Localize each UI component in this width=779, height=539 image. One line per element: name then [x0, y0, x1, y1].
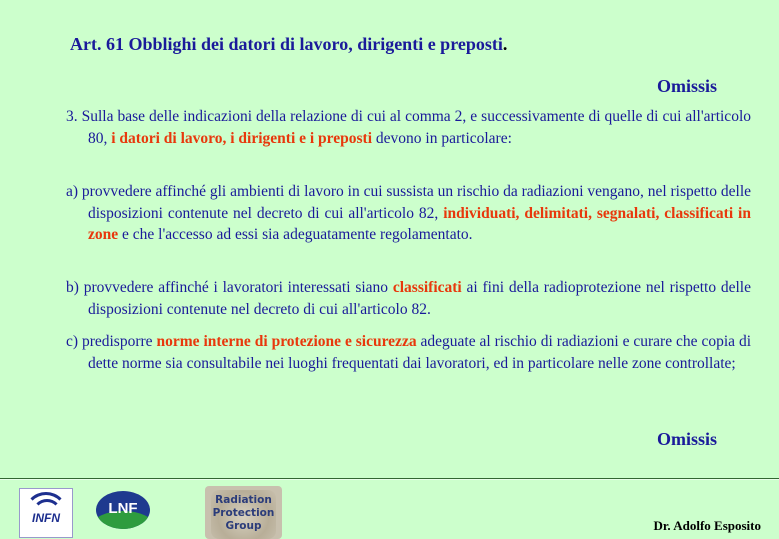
- paragraph-3-text: 3. Sulla base delle indicazioni della relazione di cui al comma 2, e successivamente di quelle di cui all'articolo 80,: [66, 108, 751, 147]
- infn-logo: [19, 488, 73, 538]
- slide-title-period: .: [502, 34, 508, 54]
- paragraph-a-highlight: individuati, delimitati, segnalati, classificati in zone: [88, 204, 751, 243]
- paragraph-b-text: b) provvedere affinché i lavoratori interessati siano: [66, 279, 393, 296]
- paragraph-a-text: a) provvedere affinché gli ambienti di lavoro in cui sussista un rischio da radiazioni vengano, nel rispetto delle disposizioni contenute nel decreto di cui all'articolo 82,: [66, 183, 751, 222]
- paragraph-3: [66, 106, 751, 149]
- paragraph-c-text: c) predisporre: [66, 333, 157, 350]
- author-name: Dr. Adolfo Esposito: [653, 518, 761, 533]
- footer: [0, 480, 779, 539]
- omissis-bottom: Omissis: [656, 429, 717, 449]
- paragraph-b-text-end: ai fini della radioprotezione nel rispetto delle disposizioni contenute nel decreto di cui all'articolo 82.: [88, 279, 751, 318]
- rpg-logo-line-1: Radiation: [215, 494, 272, 506]
- slide-title-text: Art. 61 Obblighi dei datori di lavoro, dirigenti e preposti: [70, 34, 503, 54]
- paragraph-3-text-end: devono in particolare:: [372, 129, 512, 147]
- paragraph-a: [66, 181, 751, 246]
- paragraph-c-text-end: adeguate al rischio di radiazioni e curare che copia di dette norme sia consultabile nei luoghi frequentati dai lavoratori, ed in particolare nelle zone controllate;: [88, 333, 752, 372]
- infn-logo-text: INFN: [32, 511, 60, 525]
- paragraph-b: [66, 277, 751, 320]
- rpg-logo-line-3: Group: [225, 520, 262, 532]
- paragraph-c: [66, 331, 751, 374]
- paragraph-3-highlight: i datori di lavoro, i dirigenti e i preposti: [111, 129, 373, 147]
- rpg-logo-text: [205, 494, 282, 533]
- rpg-logo-line-2: Protection: [212, 507, 275, 519]
- paragraph-b-highlight: classificati: [392, 279, 462, 296]
- radiation-protection-group-logo: [205, 486, 282, 539]
- paragraph-c-highlight: norme interne di protezione e sicurezza: [156, 333, 417, 350]
- slide-title: [70, 34, 590, 55]
- omissis-top: Omissis: [656, 76, 717, 96]
- lnf-logo: [96, 491, 150, 529]
- lnf-logo-text: LNF: [108, 500, 138, 517]
- paragraph-a-text-end: e che l'accesso ad essi sia adeguatamente regolamentato.: [118, 226, 473, 243]
